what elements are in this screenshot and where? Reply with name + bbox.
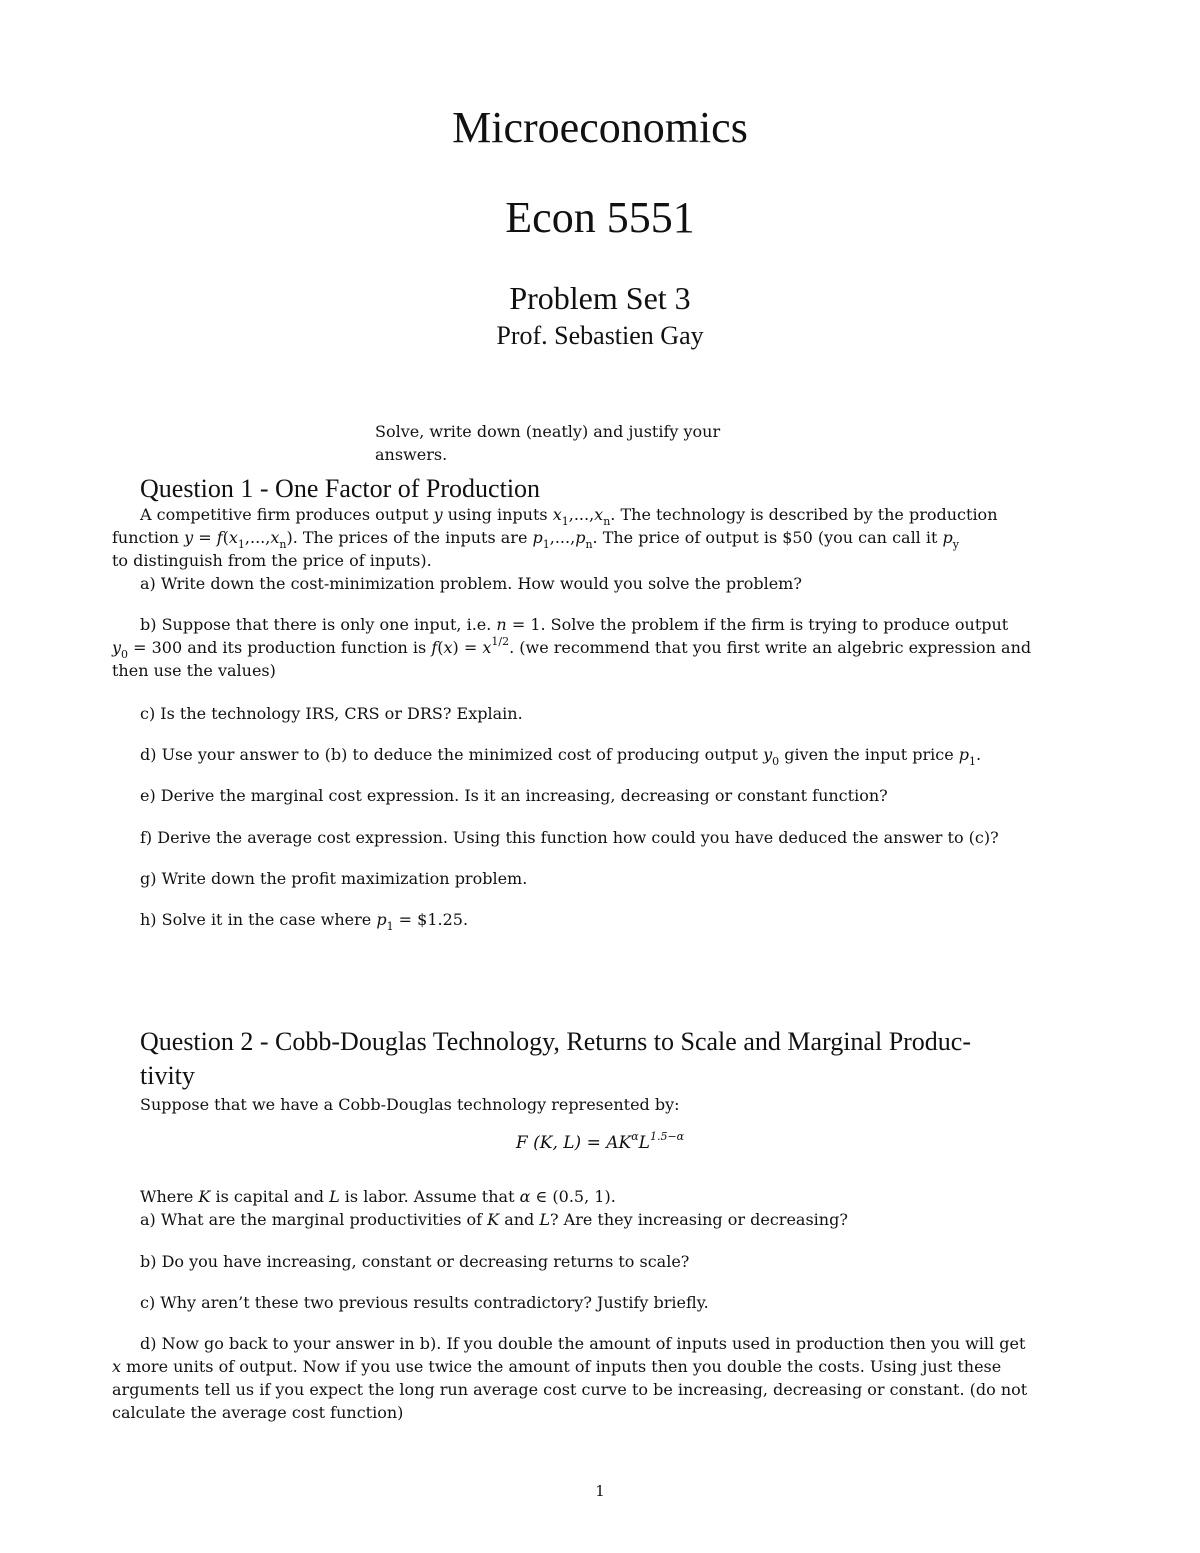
- text-fragment: ,...,: [244, 528, 271, 547]
- math-symbol: p: [376, 910, 387, 929]
- text-fragment: ,...,: [568, 505, 595, 524]
- math-symbol: x: [594, 505, 604, 524]
- math-subscript: y: [952, 538, 959, 551]
- math-subscript: n: [585, 538, 593, 551]
- text-fragment: more units of output. Now if you use twice the amount of inputs then you double the costs. Using just these: [121, 1357, 1002, 1376]
- text-fragment: A competitive firm produces output: [140, 505, 434, 524]
- math-superscript: 1/2: [491, 635, 510, 648]
- math-symbol: y: [112, 638, 122, 657]
- question-1-part-c: c) Is the technology IRS, CRS or DRS? Explain.: [140, 704, 523, 723]
- math-symbol: K: [198, 1187, 211, 1206]
- text-fragment: = 300 and its production function is: [128, 638, 432, 657]
- question-2-definitions: [140, 1185, 1090, 1208]
- question-2-heading-line-1: Question 2 - Cobb-Douglas Technology, Returns to Scale and Marginal Produc-: [140, 1027, 972, 1056]
- cobb-douglas-formula: [0, 1131, 1200, 1155]
- math-subscript: 1: [542, 538, 550, 551]
- text-fragment: . (we recommend that you first write an algebric expression and: [509, 638, 1032, 657]
- math-symbol: p: [958, 745, 969, 764]
- question-1-part-g: g) Write down the profit maximization problem.: [140, 869, 528, 888]
- text-fragment: = 1. Solve the problem if the firm is trying to produce output: [506, 615, 1009, 634]
- text-fragment: Where: [140, 1187, 199, 1206]
- text-fragment: ∈ (0.5, 1).: [530, 1187, 616, 1206]
- math-subscript: 0: [121, 648, 129, 661]
- math-symbol: f: [431, 638, 438, 657]
- math-subscript: 1: [237, 538, 245, 551]
- question-2-heading-line-2: tivity: [140, 1061, 195, 1090]
- text-fragment: (: [222, 528, 229, 547]
- text-fragment: . The price of output is $50 (you can call it: [592, 528, 943, 547]
- text-fragment: ,...,: [549, 528, 576, 547]
- text-fragment: ) =: [452, 638, 483, 657]
- question-2-part-c: c) Why aren’t these two previous results contradictory? Justify briefly.: [140, 1293, 709, 1312]
- text-fragment: ? Are they increasing or decreasing?: [550, 1210, 848, 1229]
- document-title: Microeconomics: [452, 103, 748, 152]
- math-symbol: x: [482, 638, 492, 657]
- question-1-part-b-line-3: then use the values): [112, 661, 276, 680]
- question-2-part-b: b) Do you have increasing, constant or decreasing returns to scale?: [140, 1252, 690, 1271]
- text-fragment: = $1.25.: [393, 910, 469, 929]
- text-fragment: =: [193, 528, 217, 547]
- math-symbol: x: [228, 528, 238, 547]
- math-symbol: α: [519, 1187, 531, 1206]
- formula-text: (K, L) =: [527, 1133, 607, 1153]
- text-fragment: and: [499, 1210, 540, 1229]
- math-symbol: x: [552, 505, 562, 524]
- text-fragment: using inputs: [442, 505, 553, 524]
- math-subscript: 1: [386, 920, 394, 933]
- question-1-part-h: [140, 908, 1090, 931]
- math-symbol: K: [487, 1210, 500, 1229]
- question-2-intro: Suppose that we have a Cobb-Douglas technology represented by:: [140, 1095, 680, 1114]
- text-fragment: function: [112, 528, 185, 547]
- question-1-part-b-line-2: [112, 636, 1090, 659]
- page-number: 1: [595, 1482, 605, 1500]
- instructions-line-1: Solve, write down (neatly) and justify your: [375, 422, 721, 441]
- text-fragment: given the input price: [779, 745, 959, 764]
- math-subscript: 1: [969, 755, 976, 768]
- math-symbol: p: [942, 528, 953, 547]
- math-subscript: n: [279, 538, 287, 551]
- question-1-part-a: a) Write down the cost-minimization problem. How would you solve the problem?: [140, 574, 802, 593]
- math-subscript: 1: [561, 515, 569, 528]
- question-1-intro-line-1: [140, 503, 1090, 526]
- text-fragment: is capital and: [210, 1187, 330, 1206]
- instructions-line-2: answers.: [375, 445, 448, 464]
- professor-name: Prof. Sebastien Gay: [496, 321, 704, 350]
- text-fragment: ). The prices of the inputs are: [286, 528, 533, 547]
- question-1-intro-line-3: to distinguish from the price of inputs).: [112, 551, 432, 570]
- math-symbol: L: [329, 1187, 340, 1206]
- question-1-part-e: e) Derive the marginal cost expression. Is it an increasing, decreasing or constant function?: [140, 786, 888, 805]
- text-fragment: . The technology is described by the production: [610, 505, 998, 524]
- formula-symbol: F: [515, 1133, 528, 1153]
- question-2-part-d-line-2: [112, 1355, 1090, 1378]
- instructions: [375, 420, 770, 466]
- question-2-heading: [140, 1025, 1090, 1093]
- math-symbol: x: [112, 1357, 122, 1376]
- math-subscript: 0: [772, 755, 780, 768]
- text-fragment: .: [976, 745, 982, 764]
- formula-symbol: AK: [606, 1133, 632, 1153]
- question-1-intro-line-2: [112, 526, 1090, 549]
- text-fragment: (: [437, 638, 444, 657]
- question-1-part-b-line-1: [140, 613, 1090, 636]
- math-symbol: x: [443, 638, 453, 657]
- text-fragment: a) What are the marginal productivities of: [140, 1210, 488, 1229]
- math-symbol: y: [433, 505, 443, 524]
- formula-symbol: L: [638, 1133, 650, 1153]
- math-symbol: y: [184, 528, 194, 547]
- math-symbol: y: [763, 745, 773, 764]
- problem-set-title: Problem Set 3: [509, 280, 691, 316]
- math-symbol: x: [270, 528, 280, 547]
- question-1-part-d: [140, 743, 1090, 766]
- question-2-part-a: [140, 1208, 1090, 1231]
- math-symbol: p: [532, 528, 543, 547]
- formula-exponent: 1.5−α: [649, 1130, 685, 1143]
- text-fragment: d) Use your answer to (b) to deduce the minimized cost of producing output: [140, 745, 764, 764]
- math-symbol: p: [575, 528, 586, 547]
- question-2-part-d-line-3: arguments tell us if you expect the long run average cost curve to be increasing, decreasing or constant. (do not: [112, 1380, 1028, 1399]
- math-symbol: f: [216, 528, 223, 547]
- question-1-part-f: f) Derive the average cost expression. Using this function how could you have deduced the answer to (c)?: [140, 828, 999, 847]
- course-code: Econ 5551: [505, 193, 695, 242]
- math-symbol: L: [539, 1210, 550, 1229]
- question-2-part-d-line-1: d) Now go back to your answer in b). If you double the amount of inputs used in production then you will get: [140, 1334, 1026, 1353]
- text-fragment: b) Suppose that there is only one input, i.e.: [140, 615, 497, 634]
- question-2-part-d-line-4: calculate the average cost function): [112, 1403, 404, 1422]
- math-symbol: n: [496, 615, 507, 634]
- text-fragment: h) Solve it in the case where: [140, 910, 377, 929]
- question-1-heading: Question 1 - One Factor of Production: [140, 474, 541, 503]
- math-subscript: n: [603, 515, 611, 528]
- formula-exponent: α: [631, 1130, 639, 1143]
- text-fragment: is labor. Assume that: [339, 1187, 520, 1206]
